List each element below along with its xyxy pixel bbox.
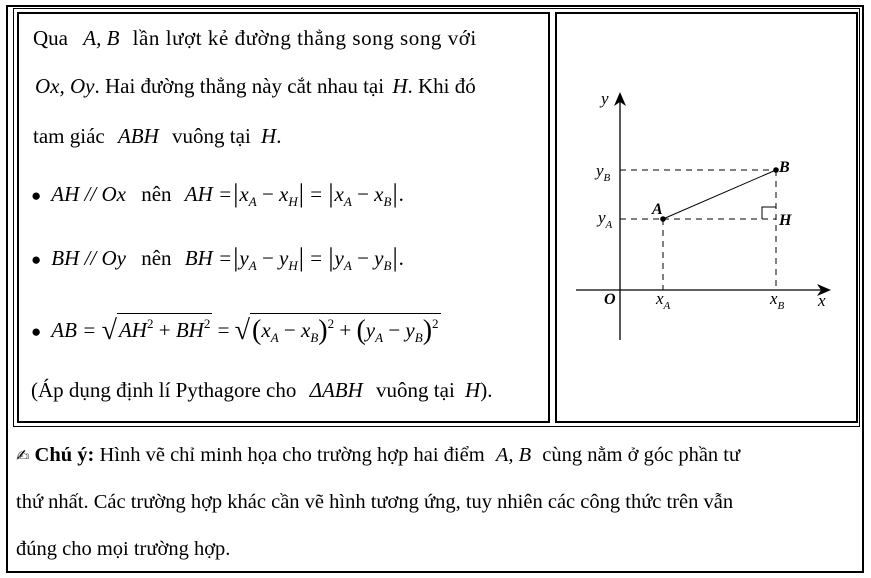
bullet-icon: ● <box>31 250 42 269</box>
intro-text: . Khi đó <box>407 74 476 98</box>
points-ab: A, B <box>83 26 120 50</box>
triangle-abh: ABH <box>117 124 159 148</box>
intro-text: . Hai đường thẳng này cắt nhau tại <box>94 74 385 98</box>
formula-text: nên <box>141 182 172 206</box>
point-h: H <box>465 378 481 402</box>
formula-lhs: AH // Ox <box>51 182 126 206</box>
point-h: H <box>392 74 408 98</box>
note-text: ). <box>480 378 493 402</box>
formula-eq: AH = <box>184 182 233 206</box>
point-h: H <box>261 124 277 148</box>
right-angle-mark <box>762 207 776 219</box>
y-axis-label: y <box>601 89 609 108</box>
note-label: Chú ý: <box>34 444 95 466</box>
segment-ab <box>663 170 776 219</box>
note-text: cùng nằm ở góc phần tư <box>542 444 741 466</box>
formula-eq: BH = <box>184 246 233 270</box>
bullet-bh: ● BH // Oy nên BH $=|y_A - y_H| = |y_A - y_B|$. <box>31 243 404 273</box>
origin-label: O <box>604 291 616 308</box>
ya-label: $y_A$ <box>598 208 613 231</box>
xb-label: $x_B$ <box>770 289 785 312</box>
pen-icon: ✍ <box>16 446 30 465</box>
point-b-label: B <box>779 159 790 176</box>
note-line-1 <box>16 445 740 466</box>
axes-ox-oy: Ox, Oy <box>35 74 95 98</box>
point-a-label: A <box>652 201 663 218</box>
point-h-label: H <box>779 212 792 229</box>
xa-label: $x_A$ <box>656 289 671 312</box>
intro-text: lần lượt kẻ đường thẳng song song với <box>132 26 477 50</box>
intro-text: vuông tại <box>172 124 251 148</box>
formula-lhs: BH // Oy <box>51 246 126 270</box>
point-b <box>773 167 779 173</box>
points-ab: A, B <box>495 444 532 466</box>
bullet-ah: ● AH // Ox nên AH $=|x_A - x_H| = |x_A - x_B|$. <box>31 179 404 209</box>
note-text: vuông tại <box>376 378 455 402</box>
formula-text: nên <box>141 246 172 270</box>
intro-text: . <box>276 124 282 148</box>
bullet-icon: ● <box>31 322 42 341</box>
bullet-icon: ● <box>31 186 42 205</box>
intro-text: tam giác <box>33 124 105 148</box>
formula-lhs: AB = <box>51 318 97 342</box>
note-text: Hình vẽ chỉ minh họa cho trường hợp hai điểm <box>99 444 485 466</box>
bullet-ab: ● AB = $√AH^2 + BH^2 = √(x_A - x_B)^2 + (y_A - y_B)^2$ <box>31 315 439 346</box>
yb-label: $y_B$ <box>596 161 611 184</box>
x-axis-label: x <box>818 291 826 310</box>
note-line-3: đúng cho mọi trường hợp. <box>16 538 231 560</box>
intro-text: Qua <box>33 26 68 50</box>
note-text: (Áp dụng định lí Pythagore cho <box>31 378 297 402</box>
note-line-2: thứ nhất. Các trường hợp khác cần vẽ hình tương ứng, tuy nhiên các công thức trên vẫn <box>16 491 734 513</box>
triangle-abh: ΔABH <box>309 378 363 402</box>
